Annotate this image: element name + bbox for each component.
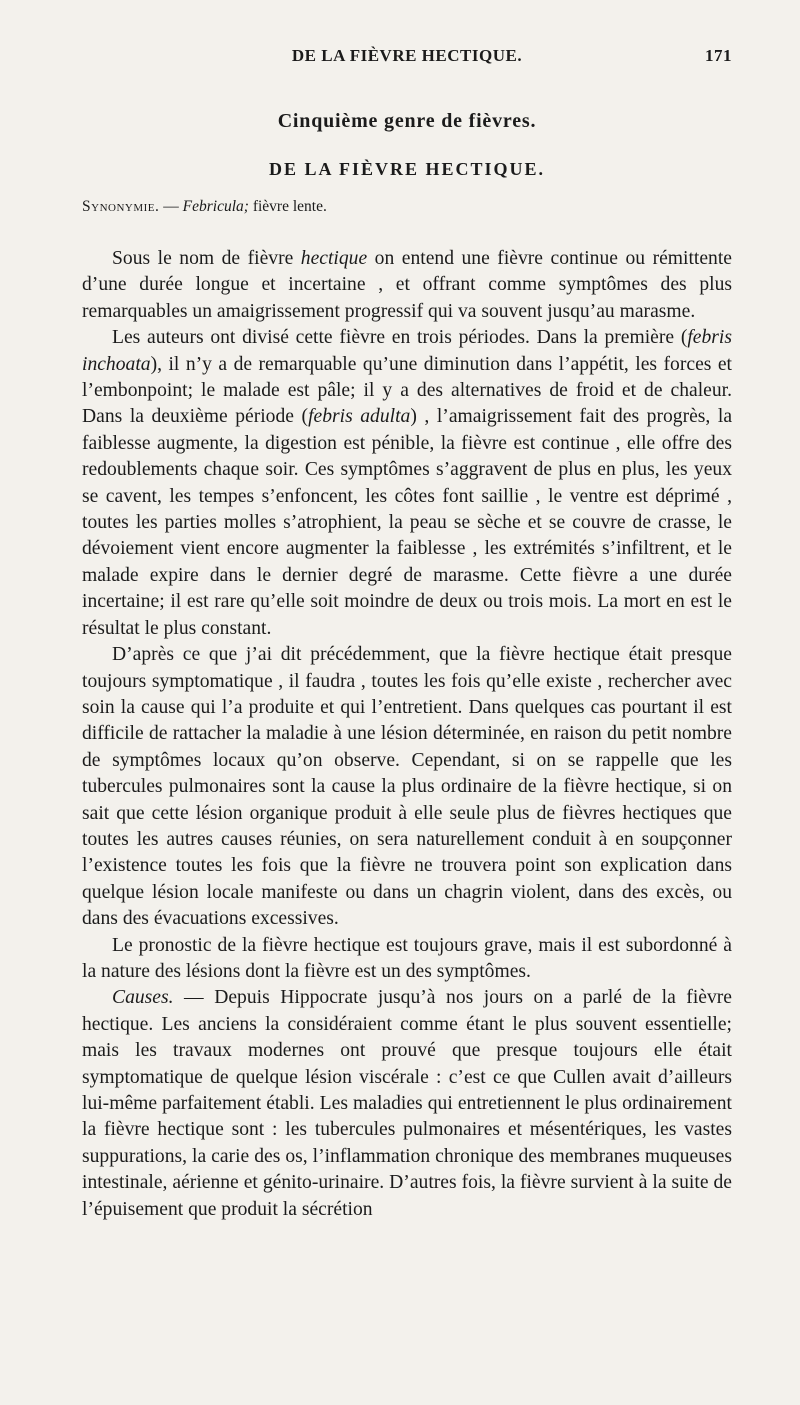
running-title: DE LA FIÈVRE HECTIQUE. — [291, 46, 523, 65]
synonymy-gloss: fièvre lente. — [248, 198, 327, 215]
paragraph-prognosis: Le pronostic de la fièvre hectique est toujours grave, mais il est subordonné à la nature des lésions dont la fièvre est un des symptômes. — [82, 934, 732, 982]
italic-term: febris inchoata — [82, 327, 732, 375]
italic-heading: Causes. — [112, 987, 174, 1009]
synonymy-label: Synonymie. — [82, 198, 160, 215]
text-run: — Depuis Hippocrate jusqu’à nos jours on a parlé de la fièvre hectique. Les anciens la considéraient comme étant le plus souvent essentielle; mais les travaux modernes ont prouvé que presque toujours elle était symptomatique de quelque lésion viscérale : c’est ce que Cullen avait d’ailleurs lui-même parfaitement établi. Les maladies qui entretiennent le plus ordinairement la fièvre hectique sont : les tubercules pulmonaires et mésentériques, les vastes suppurations, la carie des os, l’inflammation chronique des membranes muqueuses intestinale, aérienne et génito-urinaire. D’autres fois, la fièvre survient à la suite de l’épuisement que produit la sécrétion — [82, 987, 732, 1220]
italic-term: hectique — [300, 248, 368, 269]
paragraph-causes — [82, 985, 732, 1223]
paragraph-periods — [82, 325, 732, 642]
paragraph-diagnosis: D’après ce que j’ai dit précédemment, que la fièvre hectique était presque toujours symptomatique , il faudra , toutes les fois qu’elle existe , rechercher avec soin la cause qui l’a produite et qui l’entretient. Dans quelques cas pourtant il est difficile de rattacher la maladie à une lésion déterminée, en raison du petit nombre de symptômes locaux qu’on observe. Cependant, si on se rappelle que les tubercules pulmonaires sont la cause la plus ordinaire de la fièvre hectique, si on sait que cette lésion organique produit à elle seule plus de fièvres hectiques que toutes les autres causes réunies, on sera naturellement conduit à en soupçonner l’existence toutes les fois que la fièvre ne trouvera point son explication dans quelque lésion locale manifeste ou dans un chagrin violent, dans des excès, ou dans des évacuations excessives. — [82, 644, 732, 930]
text-run: Sous le nom de fièvre — [112, 248, 301, 269]
synonymy-line — [82, 198, 732, 216]
synonymy-dash: — — [159, 198, 183, 215]
paragraph-definition — [82, 246, 732, 325]
section-title: DE LA FIÈVRE HECTIQUE. — [268, 159, 546, 179]
text-run: ) , l’amaigrissement fait des progrès, la faiblesse augmente, la digestion est pénible, la fièvre est continue , elle offre des redoublements chaque soir. Ces symptômes s’aggravent de plus en plus, les yeux se cavent, les tempes s’enfoncent, les côtes font saillie , le ventre est déprimé , toutes les parties molles s’atrophient, la peau se sèche et se couvre de crasse, le dévoiement vient encore augmenter la faiblesse , les extrémités s’infiltrent, et le malade expire dans le dernier degré de marasme. Cette fièvre a une durée incertaine; il est rare qu’elle soit moindre de deux ou trois mois. La mort en est le résultat le plus constant. — [82, 406, 733, 639]
synonymy-term: Febricula; — [182, 198, 249, 215]
running-head — [82, 0, 732, 84]
genre-title: Cinquième genre de fièvres. — [277, 110, 537, 132]
text-run: ), il n’y a de remarquable qu’une diminution dans l’appétit, les forces et l’embonpoint; le malade est pâle; il y a des alternatives de froid et de chaleur. Dans la deuxième période ( — [82, 353, 732, 428]
text-run: Les auteurs ont divisé cette fièvre en trois périodes. Dans la première ( — [112, 327, 688, 349]
italic-term: febris adulta — [308, 406, 411, 428]
text-run: on entend une fièvre continue ou rémittente d’une durée longue et incertaine , et offrant comme symptômes des plus remarquables un amaigrissement progressif qui va souvent jusqu’au marasme. — [82, 248, 732, 322]
page-number: 171 — [705, 46, 732, 65]
